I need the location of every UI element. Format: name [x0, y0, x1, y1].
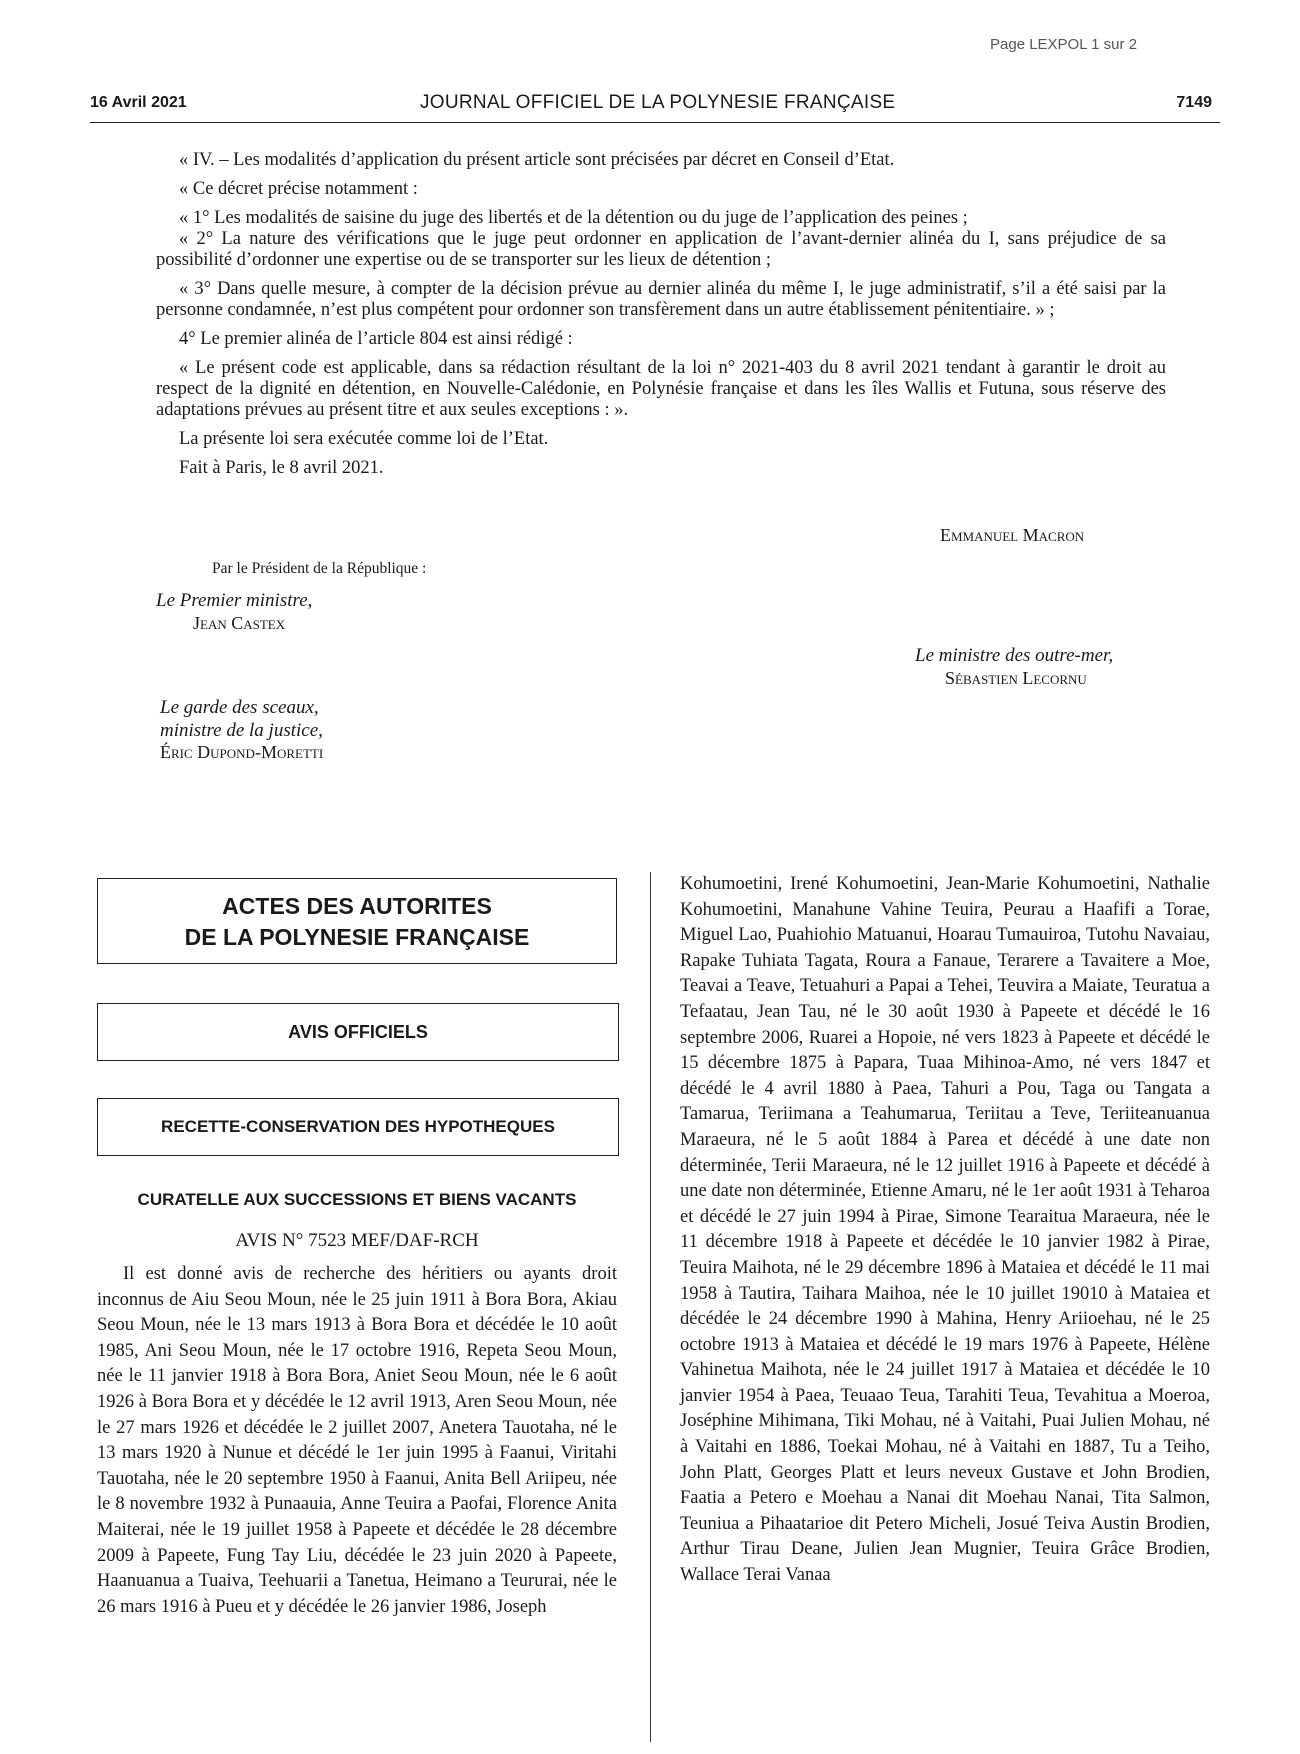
law-paragraph: Fait à Paris, le 8 avril 2021. [179, 458, 384, 478]
body-right-column: Kohumoetini, Irené Kohumoetini, Jean-Marie Kohumoetini, Nathalie Kohumoetini, Manahune Vahine Teuira, Peurau a Haafifi a Torae, Miguel Lao, Puahiohio Matuanui, Hoarau Tumauiroa, Tutohu Navaiau, Rapake Tuhiata Tagata, Roura a Fanaue, Terarere a Tavaitere a Moe, Teavai a Teave, Tetuahuri a Papai a Tehei, Teuvira a Maiate, Teuratua a Tefaatau, Jean Tau, né le 30 août 1930 à Papeete et décédé le 16 septembre 2006, Ruarei a Hopoie, né vers 1823 à Papeete et décédé le 15 décembre 1875 à Papara, Tuaa Mihinoa-Amo, né vers 1847 et décédé le 4 avril 1880 à Paea, Tahuri a Pou, Taga ou Tangata a Tamarua, Teriimana a Teahumarua, Teriitau a Teve, Teriiteanuanua Maraeura, né le 5 août 1884 à Parea et décédé à une date non déterminée, Terii Maraeura, né le 12 juillet 1916 à Papeete et décédé à une date non déterminée, Etienne Amaru, né le 1er août 1931 à Teharoa et décédé le 27 juin 1994 à Pirae, Simone Tearaitua Maraeura, née le 11 décembre 1918 à Papeete et décédée le 10 janvier 1982 à Pirae, Teuira Maihota, né le 29 décembre 1896 à Mataiea et décédé le 11 mai 1958 à Tautira, Taihara Maihoa, née le 10 juillet 19010 à Mataiea et décédée le 24 décembre 1990 à Mahina, Henry Ariioehau, né le 25 octobre 1913 à Mataiea et décédé le 19 mars 1976 à Papeete, Hélène Vahinetua Maihota, née le 24 juillet 1917 à Mataiea et décédée le 10 janvier 1954 à Paea, Teuaao Teua, Tarahiti Teua, Tevahitua a Moeroa, Joséphine Mihimana, Tiki Mohau, né à Vaitahi, Puai Julien Mohau, né à Vaitahi en 1886, Toekai Mohau, né à Vaitahi en 1887, Tu a Teiho, John Platt, Georges Platt et leurs neveux Gustave et John Brodien, Faatia a Petero e Moehau a Nanai dit Moehau Nanai, Tita Salmon, Teuniua a Pihaatarioe dit Petero Micheli, Josué Teiva Austin Brodien, Arthur Tirau Deane, Julien Jean Mugnier, Teuira Grâce Brodien, Wallace Terai Vanaa [680, 874, 1210, 1586]
outremer-name: Sébastien Lecornu [945, 668, 1087, 688]
header-date: 16 Avril 2021 [90, 94, 187, 111]
law-paragraph: « Le présent code est applicable, dans sa rédaction résultant de la loi n° 2021-403 du 8 avril 2021 tendant à garantir le droit au respect de la dignité en détention, en Nouvelle-Calédonie, en Polynésie française et dans les îles Wallis et Futuna, sous réserve des adaptations prévues au présent titre et aux seules exceptions : ». [156, 358, 1166, 420]
law-paragraph: « IV. – Les modalités d’application du présent article sont précisées par décret en Conseil d’Etat. [179, 150, 895, 170]
section-title-line2: DE LA POLYNESIE FRANÇAISE [184, 924, 530, 950]
law-paragraph: « 3° Dans quelle mesure, à compter de la décision prévue au dernier alinéa du même I, le juge administratif, s’il a été saisi par la personne condamnée, n’est plus compétent pour ordonner son transfèrement dans un autre établissement pénitentiaire. » ; [156, 279, 1166, 320]
law-text [156, 150, 1166, 487]
page-label: Page LEXPOL 1 sur 2 [990, 36, 1138, 53]
curatelle-heading: CURATELLE AUX SUCCESSIONS ET BIENS VACANTS [137, 1190, 577, 1209]
section-title-line1: ACTES DES AUTORITES [222, 893, 492, 919]
section-box-recette: RECETTE-CONSERVATION DES HYPOTHEQUES [97, 1098, 619, 1156]
par-le-president: Par le Président de la République : [212, 560, 427, 577]
justice-title-line1: Le garde des sceaux, [160, 697, 319, 718]
outremer-title: Le ministre des outre-mer, [915, 645, 1114, 666]
page-number: 7149 [1176, 94, 1212, 111]
law-paragraph: 4° Le premier alinéa de l’article 804 est ainsi rédigé : [179, 329, 573, 349]
justice-name: Éric Dupond-Moretti [160, 742, 324, 762]
pm-name: Jean Castex [193, 613, 286, 633]
column-divider [650, 872, 651, 1742]
avis-number: AVIS N° 7523 MEF/DAF-RCH [235, 1230, 479, 1251]
law-paragraph: La présente loi sera exécutée comme loi de l’Etat. [179, 429, 549, 449]
law-paragraph: « 2° La nature des vérifications que le juge peut ordonner en application de l’avant-dernier alinéa du I, sans préjudice de sa possibilité d’ordonner une expertise ou de se transporter sur les lieux de détention ; [156, 229, 1166, 270]
law-paragraph: « Ce décret précise notamment : [179, 179, 418, 199]
section-box-avis-officiels: AVIS OFFICIELS [97, 1003, 619, 1061]
body-left-column: Il est donné avis de recherche des héritiers ou ayants droit inconnus de Aiu Seou Moun, née le 25 juin 1911 à Bora Bora, Akiau Seou Moun, née le 13 mars 1913 à Bora Bora et décédée le 10 août 1985, Ani Seou Moun, née le 17 octobre 1916, Repeta Seou Moun, née le 11 janvier 1918 à Bora Bora, Aniet Seou Moun, née le 6 août 1926 à Bora Bora et y décédée le 12 avril 1913, Aren Seou Moun, née le 27 mars 1926 et décédée le 2 juillet 2007, Anetera Tauotaha, né le 13 mars 1920 à Nunue et décédé le 1er juin 1995 à Faanui, Viritahi Tauotaha, née le 20 septembre 1950 à Faanui, Anita Bell Ariipeu, née le 8 novembre 1932 à Punaauia, Anne Teuira a Paofai, Florence Anita Maiterai, née le 19 juillet 1958 à Papeete et décédée le 28 décembre 2009 à Papeete, Fung Tay Liu, décédée le 23 juin 2020 à Papeete, Haanuanua a Tuaiva, Teehuarii a Tanetua, Heimano a Teururai, née le 26 mars 1916 à Pueu et y décédée le 26 janvier 1986, Joseph [97, 1264, 617, 1617]
journal-title: JOURNAL OFFICIEL DE LA POLYNESIE FRANÇAISE [420, 92, 896, 113]
pm-title: Le Premier ministre, [156, 590, 313, 611]
page-header [90, 92, 1220, 123]
law-paragraph: « 1° Les modalités de saisine du juge des libertés et de la détention ou du juge de l’application des peines ; [179, 208, 968, 228]
president-signature: Emmanuel Macron [940, 525, 1085, 545]
justice-title-line2: ministre de la justice, [160, 720, 323, 741]
section-box-actes [97, 878, 617, 964]
